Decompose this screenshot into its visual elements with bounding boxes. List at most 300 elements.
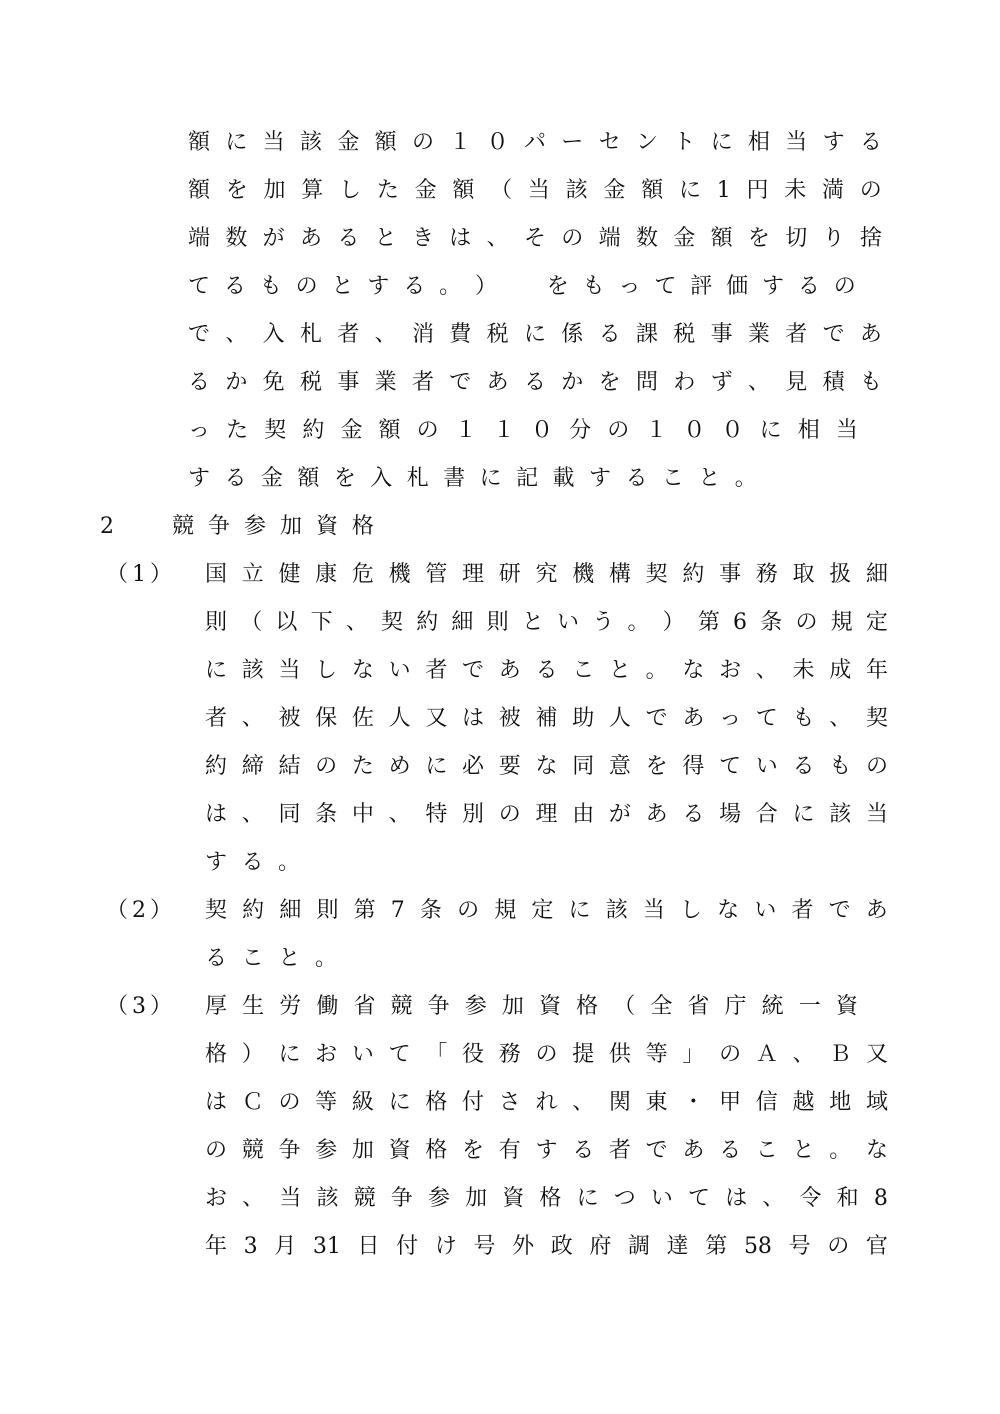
text-char: 2: [132, 898, 146, 923]
text-line: [188, 407, 858, 455]
text-char: い: [351, 1042, 374, 1067]
text-char: 格: [205, 1042, 228, 1067]
text-char: と: [792, 1138, 815, 1163]
text-char: っ: [719, 706, 742, 731]
text-char: 庁: [724, 994, 747, 1019]
text-char: 究: [535, 562, 558, 587]
text-line: [205, 743, 888, 791]
text-char: に: [479, 466, 502, 491]
text-char: 争: [278, 1138, 301, 1163]
text-char: 税: [673, 322, 696, 347]
item-line: [0, 839, 1000, 887]
text-char: 未: [792, 658, 815, 683]
text-char: こ: [755, 1138, 778, 1163]
paragraph-line: [0, 119, 1000, 167]
text-char: 級: [351, 1090, 374, 1115]
text-char: で: [449, 370, 472, 395]
text-char: 。: [829, 1138, 852, 1163]
text-char: 結: [278, 754, 301, 779]
text-char: 。: [314, 946, 337, 971]
text-char: 以: [275, 610, 298, 635]
text-char: 取: [792, 562, 815, 587]
text-char: を: [747, 226, 770, 251]
text-char: 契: [264, 418, 287, 443]
text-line: [188, 311, 882, 359]
item-label: [106, 983, 172, 1031]
text-char: あ: [682, 1138, 705, 1163]
text-char: 資: [835, 994, 858, 1019]
document-body: [0, 119, 1000, 1271]
text-char: 約: [682, 562, 705, 587]
text-char: 働: [316, 994, 339, 1019]
text-char: 同: [278, 802, 301, 827]
text-char: 意: [608, 754, 631, 779]
text-char: 、: [374, 322, 397, 347]
text-char: 則: [316, 898, 339, 923]
text-char: か: [561, 370, 584, 395]
text-char: 該: [299, 130, 322, 155]
text-char: し: [339, 178, 362, 203]
text-char: す: [367, 274, 390, 299]
text-char: 捨: [859, 226, 882, 251]
text-char: 省: [353, 994, 376, 1019]
text-char: 額: [188, 178, 211, 203]
text-char: 。: [277, 850, 300, 875]
text-char: 該: [829, 802, 852, 827]
text-char: 問: [635, 370, 658, 395]
text-char: Ｃ: [241, 1090, 264, 1115]
text-char: 越: [792, 1090, 815, 1115]
text-line: [205, 1223, 888, 1271]
text-char: 加: [501, 994, 524, 1019]
text-char: １: [645, 418, 668, 443]
text-char: 端: [188, 226, 211, 251]
text-char: 政: [550, 1234, 573, 1259]
text-char: 外: [512, 1234, 535, 1259]
text-char: 入: [370, 466, 393, 491]
paragraph-line: [0, 263, 1000, 311]
text-char: も: [259, 274, 282, 299]
item-line: [0, 695, 1000, 743]
text-char: 3: [243, 1234, 258, 1259]
text-line: [205, 887, 888, 935]
text-char: 加: [263, 178, 286, 203]
text-char: 競: [172, 514, 195, 539]
text-char: あ: [682, 706, 705, 731]
text-char: 当: [642, 898, 665, 923]
text-char: 争: [207, 514, 230, 539]
text-char: １: [492, 418, 515, 443]
text-char: 競: [353, 1186, 376, 1211]
text-char: 1: [716, 178, 731, 203]
text-char: 契: [645, 562, 668, 587]
text-char: 約: [416, 610, 439, 635]
text-char: （: [106, 994, 129, 1019]
text-char: は: [462, 706, 485, 731]
text-char: 額: [297, 466, 320, 491]
text-char: ・: [682, 1090, 705, 1115]
text-char: 格: [539, 1186, 562, 1211]
text-char: も: [792, 706, 815, 731]
text-char: 6: [733, 610, 748, 635]
text-char: で: [188, 322, 211, 347]
text-char: め: [388, 754, 411, 779]
paragraph-line: [0, 359, 1000, 407]
text-char: 、: [792, 1042, 815, 1067]
text-char: を: [462, 1138, 485, 1163]
text-char: 細: [279, 898, 302, 923]
text-char: 達: [666, 1234, 689, 1259]
text-char: と: [331, 274, 354, 299]
text-char: に: [710, 130, 733, 155]
text-char: 締: [241, 754, 264, 779]
text-char: 資: [502, 1186, 525, 1211]
text-char: っ: [618, 274, 641, 299]
text-char: 税: [299, 370, 322, 395]
text-char: 補: [535, 706, 558, 731]
text-char: 見: [785, 370, 808, 395]
text-char: し: [315, 658, 338, 683]
text-char: 」: [682, 1042, 705, 1067]
text-char: で: [828, 898, 851, 923]
paragraph-line: [0, 407, 1000, 455]
text-char: 、: [241, 706, 264, 731]
text-char: 約: [302, 418, 325, 443]
text-char: 記: [516, 466, 539, 491]
text-char: 有: [498, 1138, 521, 1163]
text-char: ）: [241, 1042, 264, 1067]
text-char: の: [278, 1090, 301, 1115]
text-char: 調: [628, 1234, 651, 1259]
text-char: な: [865, 1138, 888, 1163]
text-char: 。: [645, 658, 668, 683]
text-char: 立: [241, 562, 264, 587]
text-char: 契: [381, 610, 404, 635]
text-char: に: [678, 178, 701, 203]
text-char: 条: [315, 802, 338, 827]
text-char: （: [106, 562, 129, 587]
text-char: 者: [785, 322, 808, 347]
text-char: ０: [721, 418, 744, 443]
text-char: あ: [498, 658, 521, 683]
text-char: 人: [608, 706, 631, 731]
text-char: 。: [627, 610, 650, 635]
text-char: す: [588, 466, 611, 491]
text-char: 、: [225, 322, 248, 347]
paragraph-line: [0, 311, 1000, 359]
text-char: の: [795, 610, 818, 635]
text-char: て: [654, 274, 677, 299]
text-line: [188, 263, 856, 311]
text-char: と: [374, 226, 397, 251]
text-char: 合: [755, 802, 778, 827]
section-number: 2: [100, 514, 114, 539]
text-char: 細: [865, 562, 888, 587]
text-char: 、: [572, 1090, 595, 1115]
text-char: こ: [572, 658, 595, 683]
text-char: お: [315, 1042, 338, 1067]
text-char: 58: [743, 1234, 772, 1259]
section-heading-row: [0, 503, 1000, 551]
text-char: て: [755, 706, 778, 731]
text-char: 機: [572, 562, 595, 587]
text-char: 31: [312, 1234, 341, 1259]
text-char: お: [205, 1186, 228, 1211]
text-char: い: [755, 754, 778, 779]
text-char: 又: [425, 706, 448, 731]
text-char: 必: [462, 754, 485, 779]
text-char: 事: [337, 370, 360, 395]
text-char: 官: [865, 1234, 888, 1259]
text-line: [188, 215, 882, 263]
text-line: [205, 839, 300, 887]
text-char: 年: [865, 658, 888, 683]
text-char: 付: [396, 1234, 419, 1259]
text-char: の: [719, 1042, 742, 1067]
text-char: に: [225, 130, 248, 155]
text-char: る: [188, 370, 211, 395]
text-char: 者: [425, 658, 448, 683]
text-char: る: [224, 466, 247, 491]
text-char: 省: [687, 994, 710, 1019]
text-char: と: [698, 466, 721, 491]
item-line: [0, 1127, 1000, 1175]
text-char: 事: [719, 562, 742, 587]
text-char: 約: [205, 754, 228, 779]
text-char: れ: [535, 1090, 558, 1115]
text-char: の: [833, 274, 856, 299]
text-char: 細: [451, 610, 474, 635]
text-char: を: [333, 466, 356, 491]
text-char: の: [561, 226, 584, 251]
text-char: 提: [572, 1042, 595, 1067]
text-char: 端: [598, 226, 621, 251]
text-char: 加: [351, 1138, 374, 1163]
text-char: る: [572, 1138, 595, 1163]
text-char: 扱: [829, 562, 852, 587]
text-char: も: [829, 754, 852, 779]
text-char: [511, 263, 533, 311]
text-char: す: [188, 466, 211, 491]
text-char: こ: [241, 946, 264, 971]
text-char: 競: [390, 994, 413, 1019]
text-char: 地: [829, 1090, 852, 1115]
text-char: 付: [462, 1090, 485, 1115]
text-char: 者: [205, 706, 228, 731]
paragraph-line: [0, 167, 1000, 215]
text-char: は: [205, 802, 228, 827]
text-char: す: [822, 130, 845, 155]
text-char: 務: [498, 1042, 521, 1067]
text-char: 評: [690, 274, 713, 299]
text-char: 契: [865, 706, 888, 731]
text-char: 等: [645, 1042, 668, 1067]
item-line: [0, 1031, 1000, 1079]
text-char: 分: [569, 418, 592, 443]
text-char: 由: [572, 802, 595, 827]
text-char: 該: [316, 1186, 339, 1211]
text-char: 同: [572, 754, 595, 779]
text-char: 則: [486, 610, 509, 635]
text-char: 健: [278, 562, 301, 587]
text-char: の: [205, 1138, 228, 1163]
text-char: 構: [608, 562, 631, 587]
text-char: （: [240, 610, 263, 635]
text-char: 切: [785, 226, 808, 251]
text-char: る: [241, 850, 264, 875]
text-char: 格: [425, 1090, 448, 1115]
text-line: [205, 551, 888, 599]
text-char: を: [645, 754, 668, 779]
text-char: 令: [799, 1186, 822, 1211]
text-char: い: [557, 610, 580, 635]
text-char: の: [411, 130, 434, 155]
text-line: [188, 455, 757, 503]
text-char: に: [205, 658, 228, 683]
text-line: [205, 647, 888, 695]
text-char: 業: [747, 322, 770, 347]
text-char: 課: [635, 322, 658, 347]
text-char: 務: [755, 562, 778, 587]
text-char: 等: [315, 1090, 338, 1115]
text-char: で: [462, 658, 485, 683]
text-char: な: [351, 658, 374, 683]
text-char: し: [680, 898, 703, 923]
text-char: 、: [388, 802, 411, 827]
text-char: 金: [673, 226, 696, 251]
text-char: （: [490, 178, 513, 203]
text-char: の: [827, 1234, 850, 1259]
text-char: 助: [572, 706, 595, 731]
text-char: さ: [498, 1090, 521, 1115]
text-char: の: [535, 1042, 558, 1067]
text-char: 額: [374, 130, 397, 155]
text-char: （: [613, 994, 636, 1019]
text-char: る: [797, 274, 820, 299]
text-char: 該: [565, 178, 588, 203]
text-char: と: [521, 610, 544, 635]
text-char: 札: [299, 322, 322, 347]
text-char: は: [725, 1186, 748, 1211]
text-char: 円: [746, 178, 769, 203]
section-heading: [172, 503, 374, 551]
text-char: あ: [645, 802, 668, 827]
text-char: た: [226, 418, 249, 443]
text-char: 格: [351, 514, 374, 539]
text-char: Ｂ: [829, 1042, 852, 1067]
text-char: 未: [784, 178, 807, 203]
text-char: を: [598, 370, 621, 395]
text-char: 場: [719, 802, 742, 827]
text-char: 国: [205, 562, 228, 587]
text-char: 該: [605, 898, 628, 923]
text-char: 当: [262, 130, 285, 155]
text-char: た: [376, 178, 399, 203]
text-char: 競: [241, 1138, 264, 1163]
text-char: 第: [697, 610, 720, 635]
text-char: 相: [797, 418, 820, 443]
text-char: 金: [603, 178, 626, 203]
text-char: １: [449, 130, 472, 155]
text-char: 月: [274, 1234, 297, 1259]
text-char: 東: [645, 1090, 668, 1115]
text-char: 額: [641, 178, 664, 203]
text-char: の: [315, 754, 338, 779]
text-char: 信: [755, 1090, 778, 1115]
text-char: わ: [673, 370, 696, 395]
text-char: 中: [351, 802, 374, 827]
text-char: 要: [498, 754, 521, 779]
text-char: 規: [494, 898, 517, 923]
text-char: 管: [425, 562, 448, 587]
text-char: 金: [260, 466, 283, 491]
text-char: ０: [530, 418, 553, 443]
text-char: ）: [662, 610, 685, 635]
item-line: [0, 887, 1000, 935]
text-char: こ: [661, 466, 684, 491]
text-char: 、: [242, 1186, 265, 1211]
text-char: 関: [608, 1090, 631, 1115]
text-char: 研: [498, 562, 521, 587]
text-char: パ: [523, 130, 546, 155]
text-char: 佐: [351, 706, 374, 731]
text-line: [188, 119, 882, 167]
text-char: に: [425, 754, 448, 779]
item-line: [0, 983, 1000, 1031]
text-char: に: [576, 1186, 599, 1211]
text-char: す: [205, 850, 228, 875]
text-char: 額: [710, 226, 733, 251]
text-line: [205, 1175, 888, 1223]
text-char: の: [607, 418, 630, 443]
text-char: 特: [425, 802, 448, 827]
text-char: （: [106, 898, 129, 923]
text-char: 資: [388, 1138, 411, 1163]
text-char: る: [205, 946, 228, 971]
text-char: 金: [414, 178, 437, 203]
text-char: 、: [829, 706, 852, 731]
text-char: 、: [747, 370, 770, 395]
text-char: 当: [278, 658, 301, 683]
text-char: 当: [527, 178, 550, 203]
text-char: 金: [340, 418, 363, 443]
text-char: 資: [315, 514, 338, 539]
text-char: つ: [613, 1186, 636, 1211]
text-char: の: [295, 274, 318, 299]
text-char: 者: [337, 322, 360, 347]
text-char: 消: [411, 322, 434, 347]
text-char: 満: [822, 178, 845, 203]
text-char: 別: [462, 802, 485, 827]
text-char: が: [262, 226, 285, 251]
item-line: [0, 647, 1000, 695]
text-char: が: [608, 802, 631, 827]
item-line: [0, 1175, 1000, 1223]
text-char: い: [650, 1186, 673, 1211]
text-char: 和: [836, 1186, 859, 1211]
text-char: 定: [865, 610, 888, 635]
text-char: 契: [205, 898, 228, 923]
text-char: す: [762, 274, 785, 299]
text-char: で: [822, 322, 845, 347]
text-char: 則: [205, 610, 228, 635]
text-char: に: [568, 898, 591, 923]
text-char: う: [592, 610, 615, 635]
text-char: 資: [538, 994, 561, 1019]
text-char: の: [416, 418, 439, 443]
text-char: ０: [486, 130, 509, 155]
text-char: と: [278, 946, 301, 971]
